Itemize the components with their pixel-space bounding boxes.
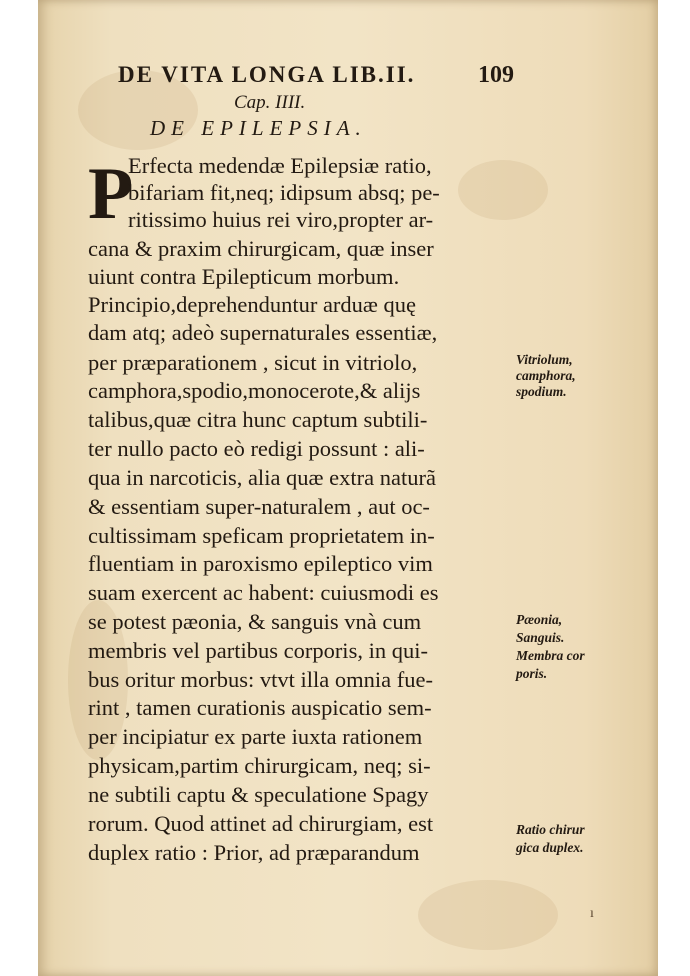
margin-note-line: camphora,	[516, 368, 576, 383]
text-line: uiunt contra Epilepticum morbum.	[88, 264, 400, 289]
text-line: dam atq; adeò supernaturales essentiæ,	[88, 320, 438, 345]
margin-note-line: Ratio chirur	[516, 822, 585, 837]
margin-note-line: spodium.	[516, 384, 567, 399]
text-line: physicam,partim chirurgicam, neq; si-	[88, 753, 431, 778]
text-line: Principio,deprehenduntur arduæ quę	[88, 292, 417, 317]
text-line: duplex ratio : Prior, ad præparandum	[88, 840, 420, 865]
text-line: cana & praxim chirurgicam, quæ inser	[88, 236, 434, 261]
text-line: cultissimam speficam proprietatem in-	[88, 523, 435, 548]
text-line: ne subtili captu & speculatione Spagy	[88, 782, 429, 807]
text-line: & essentiam super-naturalem , aut oc-	[88, 494, 430, 519]
page-number: 109	[478, 62, 514, 88]
text-line: bus oritur morbus: vtvt illa omnia fue-	[88, 667, 433, 692]
text-line: camphora,spodio,monocerote,& alijs	[88, 378, 421, 403]
text-line: Erfecta medendæ Epilepsiæ ratio,	[128, 153, 432, 178]
ink-mark: ı	[590, 906, 594, 921]
text-line: talibus,quæ citra hunc captum subtili-	[88, 407, 428, 432]
chapter-heading: Cap. IIII.	[234, 92, 306, 113]
text-line: qua in narcoticis, alia quæ extra naturã	[88, 465, 436, 490]
running-head: DE VITA LONGA LIB.II.	[118, 62, 416, 87]
text-line: fluentiam in paroxismo epileptico vim	[88, 551, 433, 576]
margin-note-line: Sanguis.	[516, 630, 565, 645]
margin-note-line: Membra cor	[516, 648, 585, 663]
paper-stain	[458, 160, 548, 220]
margin-note-line: gica duplex.	[516, 840, 584, 855]
text-line: membris vel partibus corporis, in qui-	[88, 638, 428, 663]
drop-capital: P	[88, 153, 134, 235]
text-line: se potest pæonia, & sanguis vnà cum	[88, 609, 422, 634]
text-line: suam exercent ac habent: cuiusmodi es	[88, 580, 439, 605]
section-title: DE EPILEPSIA.	[150, 116, 367, 140]
text-line: ritissimo huius rei viro,propter ar-	[128, 207, 434, 232]
margin-note-line: poris.	[516, 666, 548, 681]
margin-note-line: Pæonia,	[516, 612, 563, 627]
text-line: per præparationem , sicut in vitriolo,	[88, 350, 418, 375]
margin-note-line: Vitriolum,	[516, 352, 573, 367]
text-line: rorum. Quod attinet ad chirurgiam, est	[88, 811, 434, 836]
text-line: per incipiatur ex parte iuxta rationem	[88, 724, 423, 749]
paper-stain	[418, 880, 558, 950]
text-line: bifariam fit,neq; idipsum absq; pe-	[128, 180, 440, 205]
text-line: ter nullo pacto eò redigi possunt : ali-	[88, 436, 425, 461]
text-line: rint , tamen curationis auspicatio sem-	[88, 695, 432, 720]
